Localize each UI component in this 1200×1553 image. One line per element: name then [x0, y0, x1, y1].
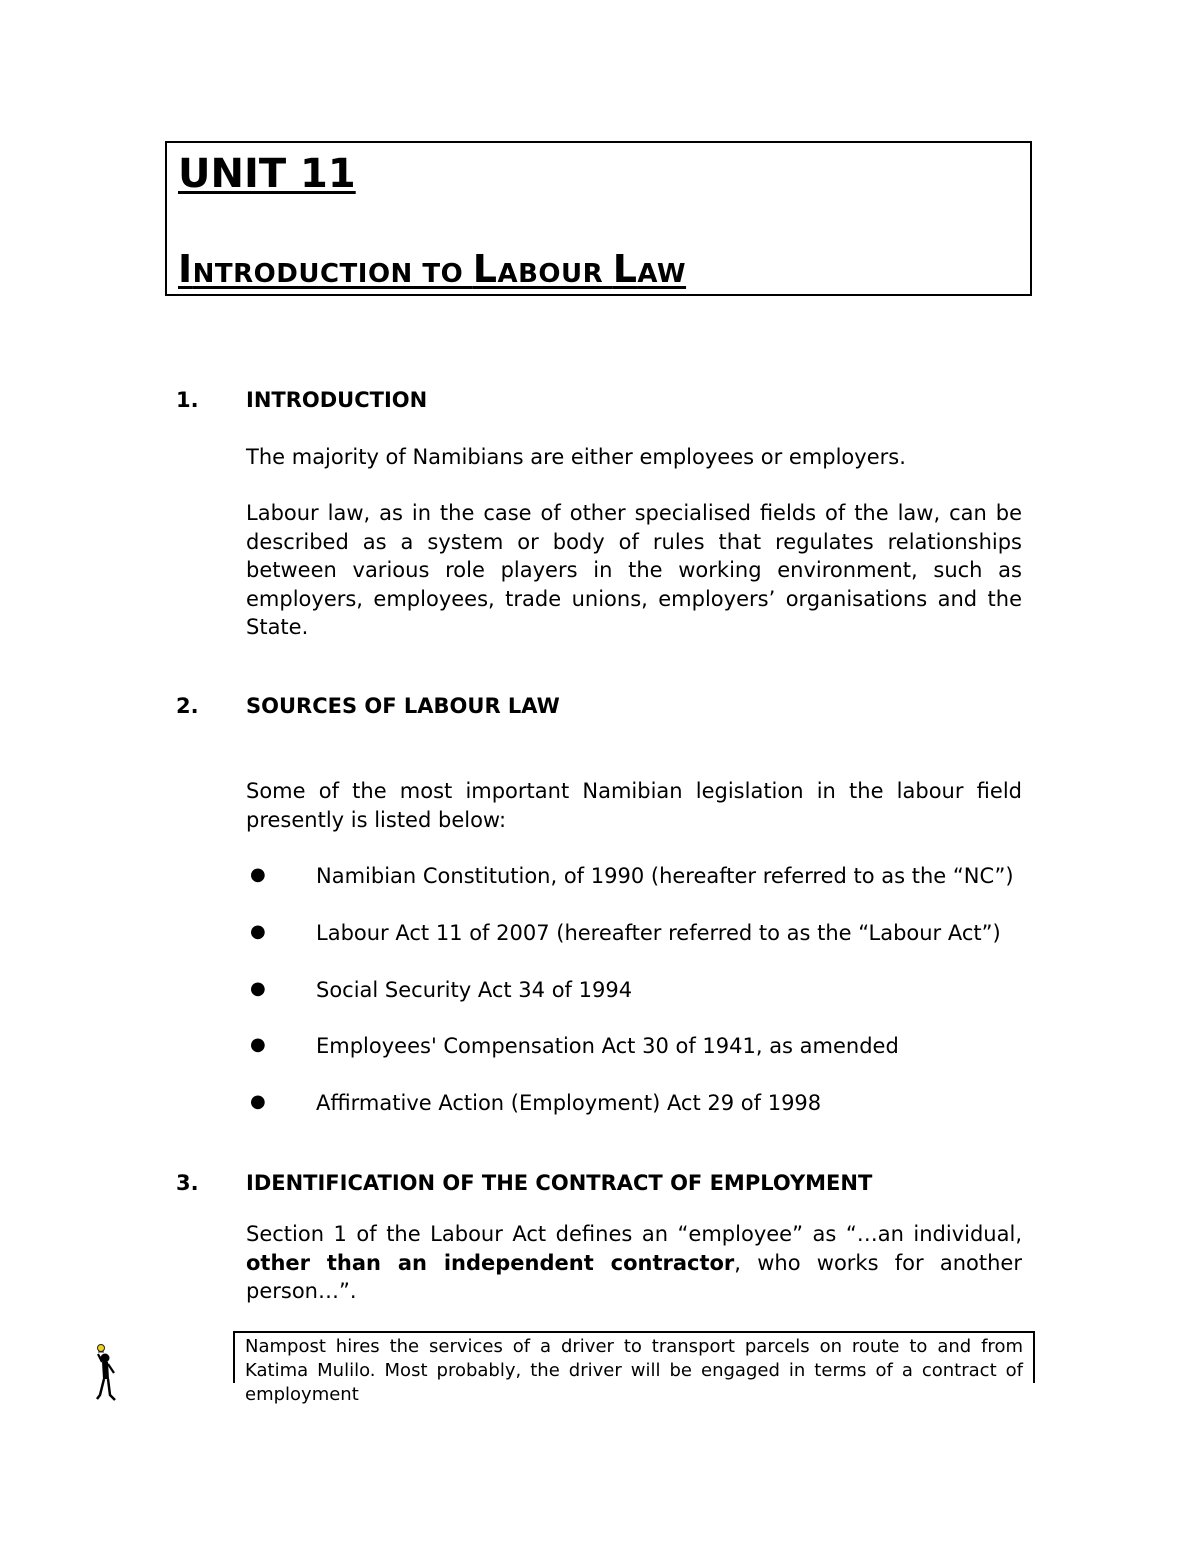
- bullet-icon: ●: [250, 1091, 266, 1112]
- subtitle-cap-2: L: [472, 247, 498, 291]
- subtitle-part-2: ABOUR: [497, 259, 613, 289]
- section-1-heading: [176, 388, 1036, 412]
- bullet-icon: ●: [250, 921, 266, 942]
- subtitle-cap-3: L: [612, 247, 638, 291]
- list-item-text: Namibian Constitution, of 1990 (hereafter referred to as the “NC”): [316, 864, 1014, 888]
- unit-title-box: [165, 141, 1032, 296]
- unit-title: UNIT 11: [178, 151, 356, 197]
- list-item-text: Affirmative Action (Employment) Act 29 of 1998: [316, 1091, 822, 1115]
- section-3-title: IDENTIFICATION OF THE CONTRACT OF EMPLOYMENT: [246, 1171, 873, 1195]
- bullet-icon: ●: [250, 978, 266, 999]
- bullet-icon: ●: [250, 864, 266, 885]
- bullet-icon: ●: [250, 1034, 266, 1055]
- section-1-paragraph-2: Labour law, as in the case of other specialised fields of the law, can be described as a system or body of rules that regulates relationships between various role players in the working environment, such as employers, employees, trade unions, employers’ organisations and the State.: [246, 501, 1022, 639]
- section-3-emphasis: other than an independent contractor: [246, 1250, 735, 1275]
- list-item-text: Labour Act 11 of 2007 (hereafter referred to as the “Labour Act”): [316, 921, 1001, 945]
- thinking-person-icon: [92, 1343, 122, 1405]
- section-3-number: 3.: [176, 1171, 199, 1195]
- section-1-title: INTRODUCTION: [246, 388, 428, 412]
- section-3-paragraph: [246, 1220, 1022, 1306]
- section-3-heading: [176, 1171, 1036, 1195]
- list-item-text: Employees' Compensation Act 30 of 1941, as amended: [316, 1034, 899, 1058]
- section-2-number: 2.: [176, 694, 199, 718]
- unit-subtitle: [178, 247, 686, 291]
- subtitle-part-3: AW: [637, 259, 687, 289]
- section-1-number: 1.: [176, 388, 199, 412]
- section-3-text-part-1: Section 1 of the Labour Act defines an “employee” as “…an individual,: [246, 1222, 1022, 1246]
- section-2-heading: [176, 694, 1036, 718]
- list-item-text: Social Security Act 34 of 1994: [316, 978, 633, 1002]
- subtitle-cap-1: I: [178, 247, 193, 291]
- section-2-title: SOURCES OF LABOUR LAW: [246, 694, 560, 718]
- section-1-paragraph-1: The majority of Namibians are either employees or employers.: [246, 445, 906, 469]
- section-2-paragraph-1: Some of the most important Namibian legislation in the labour field presently is listed below:: [246, 779, 1022, 832]
- section-3-text-part-2: , who works for another person…”.: [246, 1250, 1022, 1303]
- subtitle-part-1: NTRODUCTION TO: [192, 259, 473, 289]
- example-box: Nampost hires the services of a driver to transport parcels on route to and from Katima Mulilo. Most probably, the driver will be engaged in terms of a contract of employment: [233, 1331, 1035, 1383]
